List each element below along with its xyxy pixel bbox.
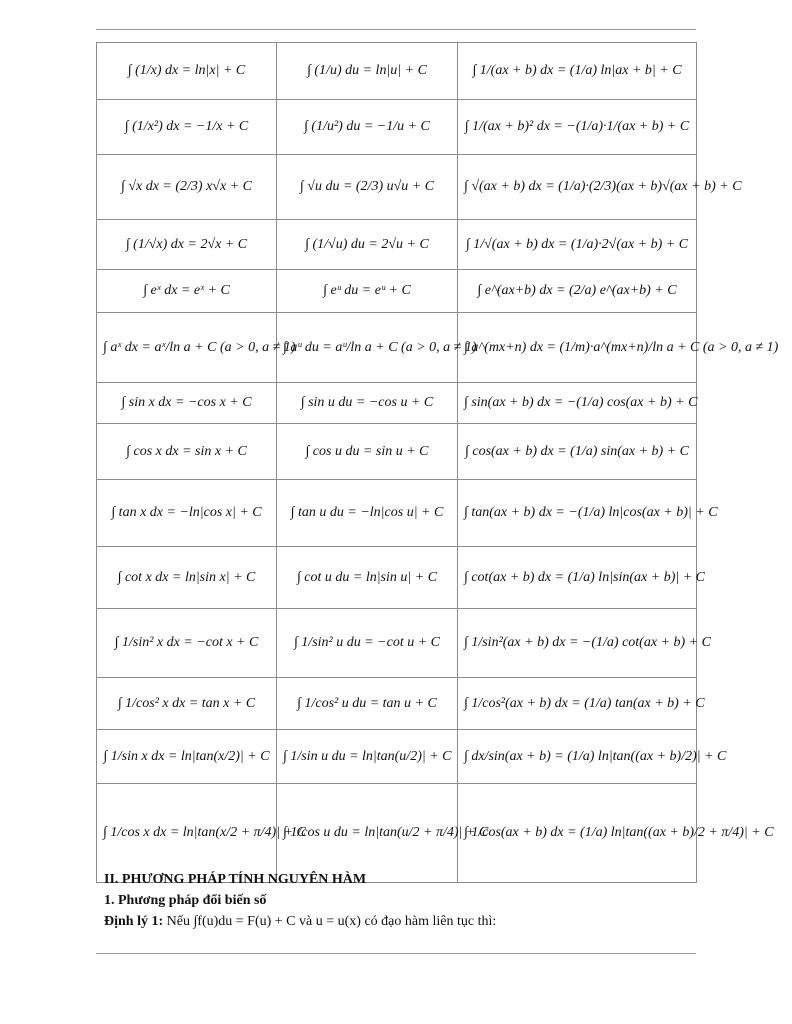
- formula-cell: ∫ 1/cos(ax + b) dx = (1/a) ln|tan((ax + b)/2 + π/4)| + C: [458, 784, 697, 883]
- table-row: [97, 155, 697, 220]
- formula-cell: ∫ 1/sin x dx = ln|tan(x/2)| + C: [97, 730, 277, 784]
- formula-cell: ∫ (1/u²) du = −1/u + C: [277, 100, 458, 155]
- formula-cell: ∫ 1/cos² x dx = tan x + C: [97, 678, 277, 730]
- formula-cell: ∫ e^(ax+b) dx = (2/a) e^(ax+b) + C: [458, 270, 697, 313]
- formula-cell: ∫ (1/x) dx = ln|x| + C: [97, 43, 277, 100]
- formula-cell: ∫ √x dx = (2/3) x√x + C: [97, 155, 277, 220]
- table-row: [97, 678, 697, 730]
- formula-cell: ∫ cos u du = sin u + C: [277, 424, 458, 480]
- formula-cell: ∫ sin(ax + b) dx = −(1/a) cos(ax + b) + C: [458, 383, 697, 424]
- formula-cell: ∫ dx/sin(ax + b) = (1/a) ln|tan((ax + b)/2)| + C: [458, 730, 697, 784]
- section-heading: II. PHƯƠNG PHÁP TÍNH NGUYÊN HÀM: [104, 872, 367, 887]
- formula-cell: ∫ tan(ax + b) dx = −(1/a) ln|cos(ax + b)| + C: [458, 480, 697, 547]
- formula-cell: ∫ √(ax + b) dx = (1/a)·(2/3)(ax + b)√(ax + b) + C: [458, 155, 697, 220]
- formula-cell: ∫ tan x dx = −ln|cos x| + C: [97, 480, 277, 547]
- table-row: [97, 784, 697, 883]
- table-row: [97, 730, 697, 784]
- table-row: [97, 43, 697, 100]
- antiderivative-table: [96, 42, 779, 883]
- formula-cell: ∫ cos x dx = sin x + C: [97, 424, 277, 480]
- table-row: [97, 100, 697, 155]
- table-row: [97, 383, 697, 424]
- theorem-condition: u = u(x): [315, 914, 361, 929]
- formula-cell: ∫ 1/cos² u du = tan u + C: [277, 678, 458, 730]
- formula-cell: ∫ 1/sin u du = ln|tan(u/2)| + C: [277, 730, 458, 784]
- theorem-text-before: Nếu: [163, 914, 194, 929]
- theorem-statement: [104, 914, 496, 930]
- formula-cell: ∫ (1/x²) dx = −1/x + C: [97, 100, 277, 155]
- formula-cell: ∫ sin u du = −cos u + C: [277, 383, 458, 424]
- footer-rule: [96, 953, 696, 954]
- formula-cell: ∫ tan u du = −ln|cos u| + C: [277, 480, 458, 547]
- formula-cell: ∫ (1/u) du = ln|u| + C: [277, 43, 458, 100]
- formula-cell: ∫ eᵘ du = eᵘ + C: [277, 270, 458, 313]
- formula-cell: ∫ 1/sin² x dx = −cot x + C: [97, 609, 277, 678]
- table-row: [97, 480, 697, 547]
- formula-cell: ∫ (1/√u) du = 2√u + C: [277, 220, 458, 270]
- formula-cell: ∫ 1/cos²(ax + b) dx = (1/a) tan(ax + b) + C: [458, 678, 697, 730]
- antiderivative-table-body: [97, 43, 779, 883]
- formula-cell: ∫ 1/sin²(ax + b) dx = −(1/a) cot(ax + b) + C: [458, 609, 697, 678]
- formula-cell: ∫ 1/(ax + b)² dx = −(1/a)·1/(ax + b) + C: [458, 100, 697, 155]
- formula-cell: ∫ cot(ax + b) dx = (1/a) ln|sin(ax + b)| + C: [458, 547, 697, 609]
- subsection-heading: 1. Phương pháp đổi biến số: [104, 893, 267, 908]
- formula-cell: ∫ eˣ dx = eˣ + C: [97, 270, 277, 313]
- formula-cell: ∫ cos(ax + b) dx = (1/a) sin(ax + b) + C: [458, 424, 697, 480]
- formula-cell: ∫ 1/√(ax + b) dx = (1/a)·2√(ax + b) + C: [458, 220, 697, 270]
- formula-cell: ∫ cot x dx = ln|sin x| + C: [97, 547, 277, 609]
- table-row: [97, 547, 697, 609]
- table-row: [97, 313, 697, 383]
- theorem-formula: ∫f(u)du = F(u) + C: [193, 914, 296, 929]
- formula-cell: ∫ (1/√x) dx = 2√x + C: [97, 220, 277, 270]
- table-row: [97, 609, 697, 678]
- formula-cell: ∫ 1/sin² u du = −cot u + C: [277, 609, 458, 678]
- formula-cell: ∫ a^(mx+n) dx = (1/m)·a^(mx+n)/ln a + C (a > 0, a ≠ 1): [458, 313, 697, 383]
- formula-cell: ∫ cot u du = ln|sin u| + C: [277, 547, 458, 609]
- formula-cell: ∫ aˣ dx = aˣ/ln a + C (a > 0, a ≠ 1): [97, 313, 277, 383]
- table-row: [97, 220, 697, 270]
- header-rule: [96, 29, 696, 30]
- theorem-text-after: có đạo hàm liên tục thì:: [360, 914, 497, 929]
- table-row: [97, 424, 697, 480]
- formula-cell: ∫ aᵘ du = aᵘ/ln a + C (a > 0, a ≠ 1): [277, 313, 458, 383]
- formula-cell: ∫ √u du = (2/3) u√u + C: [277, 155, 458, 220]
- formula-cell: ∫ 1/cos x dx = ln|tan(x/2 + π/4)| + C: [97, 784, 277, 883]
- formula-cell: ∫ 1/(ax + b) dx = (1/a) ln|ax + b| + C: [458, 43, 697, 100]
- theorem-text-mid: và: [295, 914, 316, 929]
- formula-cell: ∫ sin x dx = −cos x + C: [97, 383, 277, 424]
- theorem-label: Định lý 1:: [104, 914, 164, 929]
- formula-cell: ∫ 1/cos u du = ln|tan(u/2 + π/4)| + C: [277, 784, 458, 883]
- table-row: [97, 270, 697, 313]
